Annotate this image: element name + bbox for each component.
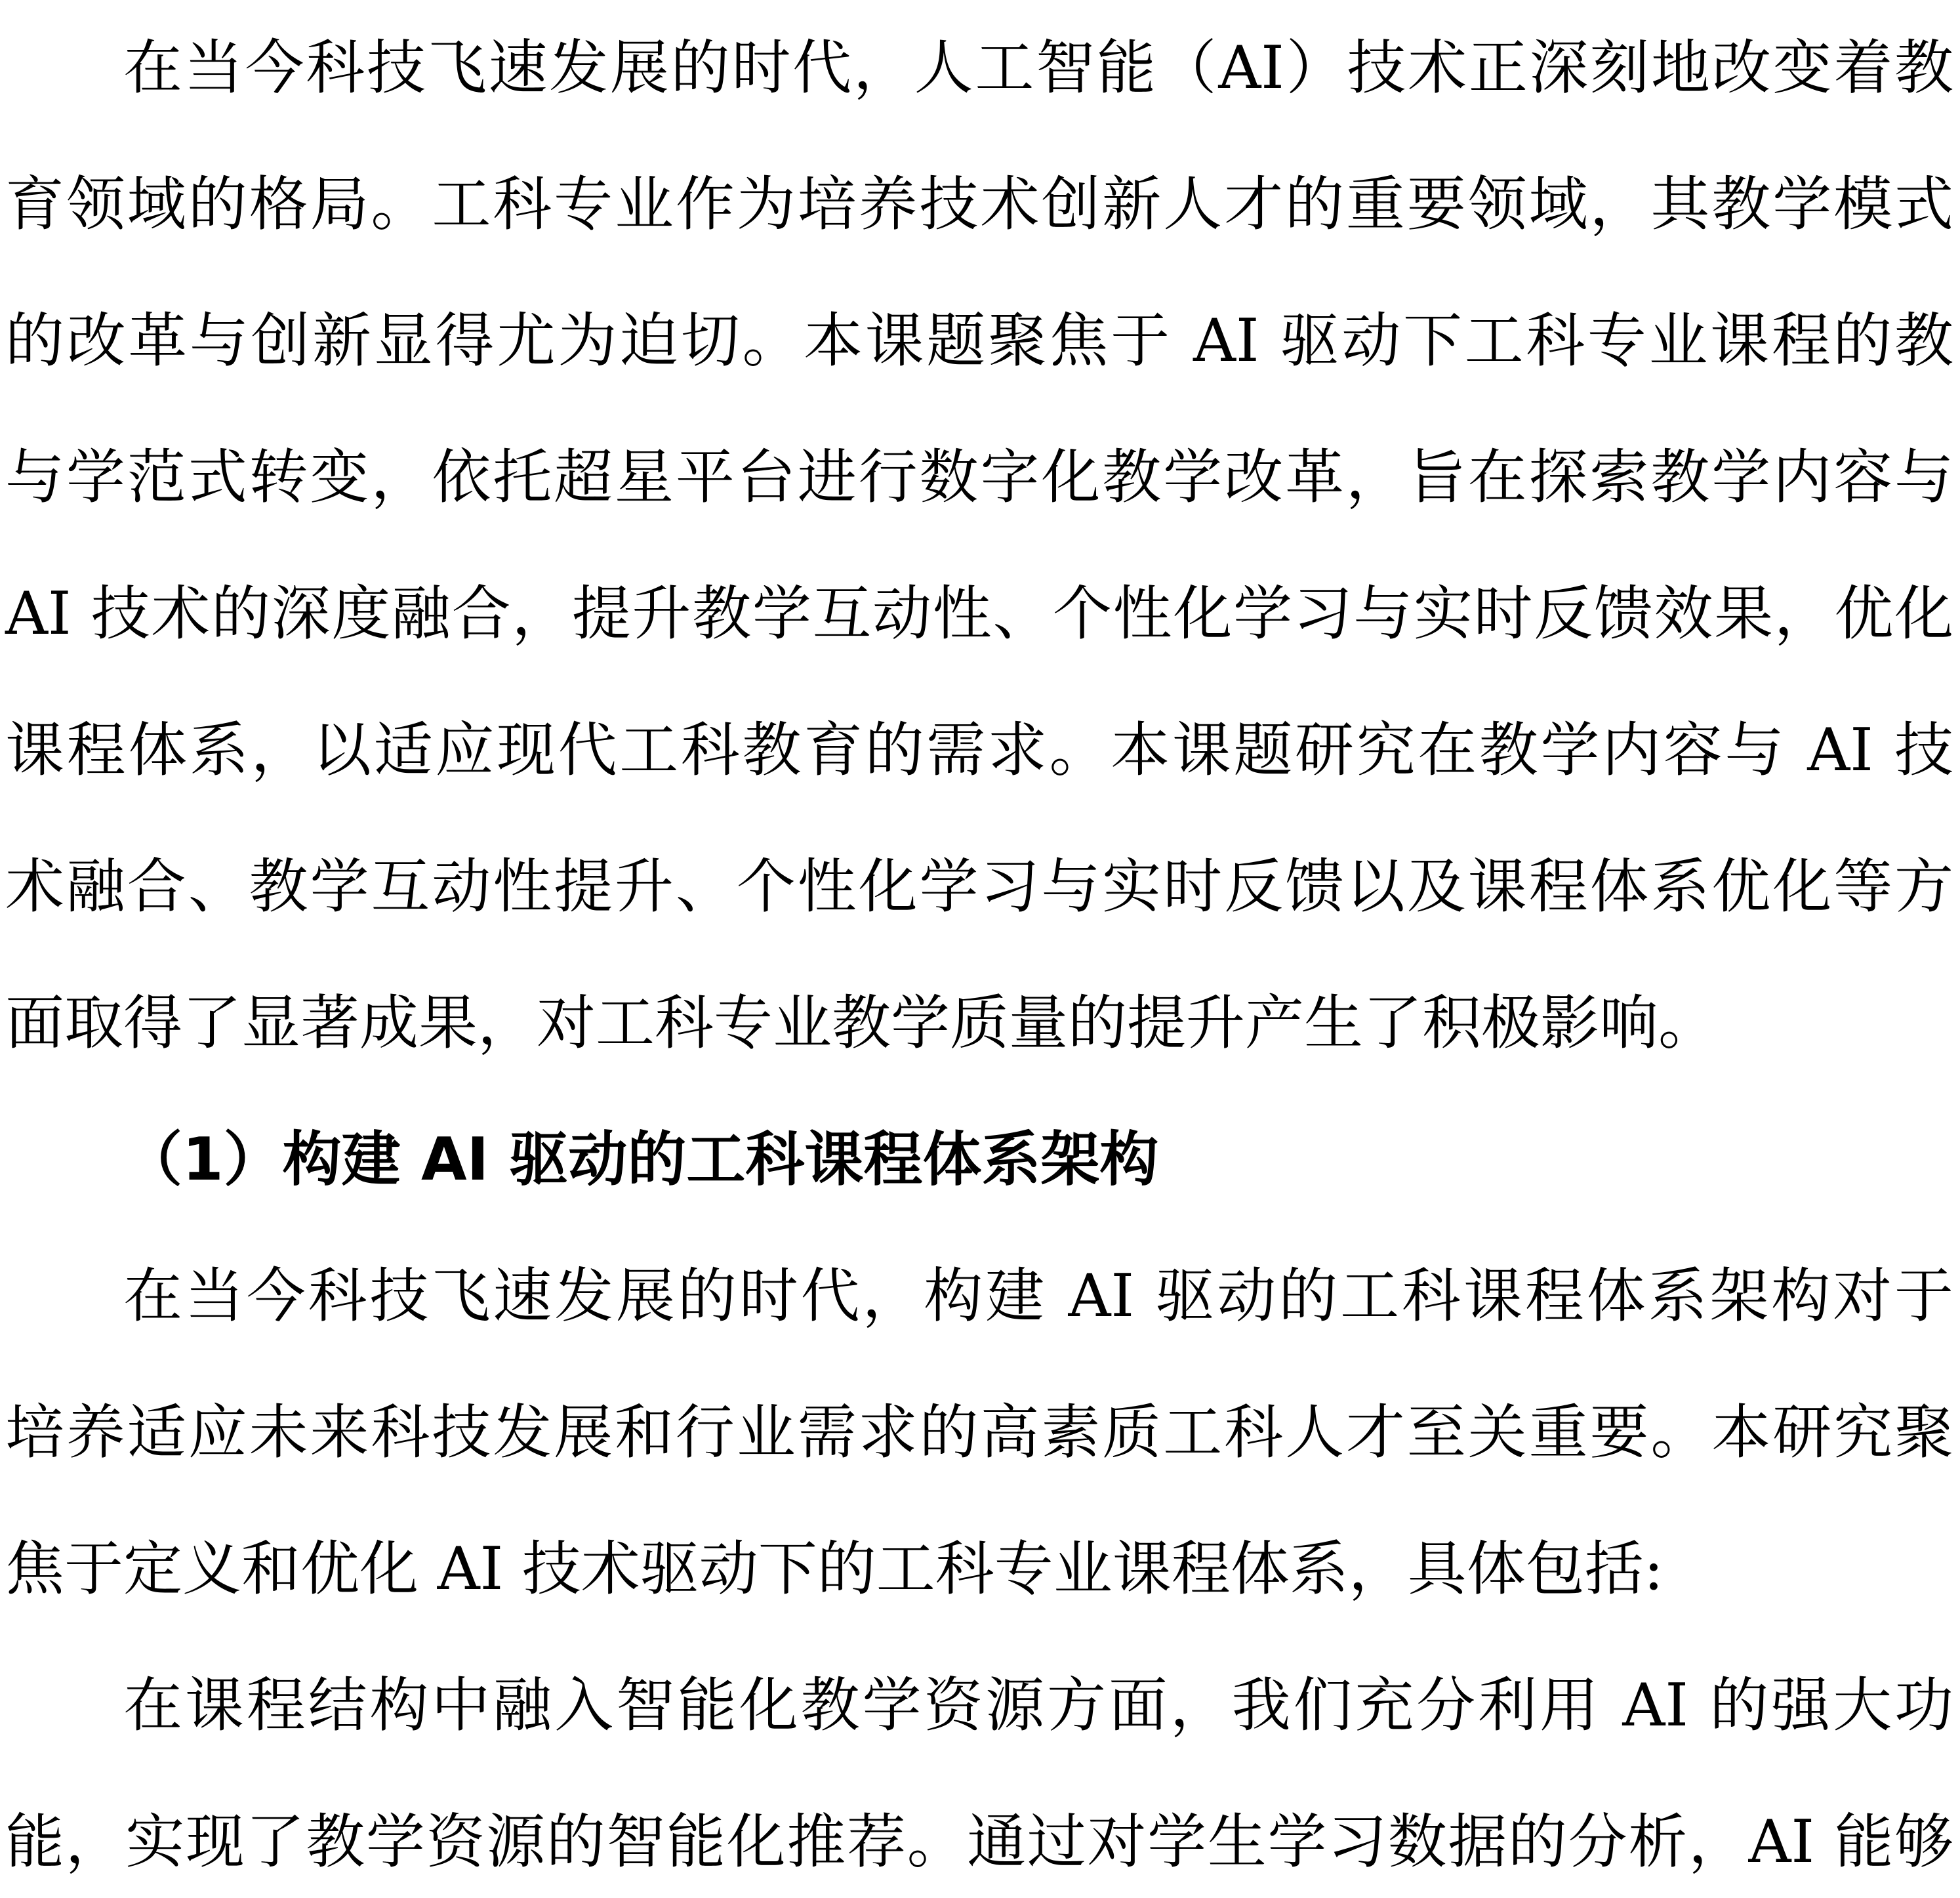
paragraph-1-line-5: AI 技术的深度融合，提升教学互动性、个性化学习与实时反馈效果，优化 xyxy=(5,579,1953,648)
paragraph-1-line-7: 术融合、教学互动性提升、个性化学习与实时反馈以及课程体系优化等方 xyxy=(5,852,1953,921)
paragraph-2-line-1: 在当今科技飞速发展的时代，构建 AI 驱动的工科课程体系架构对于 xyxy=(123,1262,1953,1331)
paragraph-1-line-3: 的改革与创新显得尤为迫切。本课题聚焦于 AI 驱动下工科专业课程的教 xyxy=(5,306,1953,375)
paragraph-2-line-3: 焦于定义和优化 AI 技术驱动下的工科专业课程体系，具体包括: xyxy=(5,1535,1664,1603)
section-heading: （1）构建 AI 驱动的工科课程体系架构 xyxy=(123,1125,1159,1194)
paragraph-1-line-4: 与学范式转变，依托超星平台进行数字化教学改革，旨在探索教学内容与 xyxy=(5,443,1953,512)
paragraph-1-line-2: 育领域的格局。工科专业作为培养技术创新人才的重要领域，其教学模式 xyxy=(5,170,1953,239)
paragraph-1-line-6: 课程体系，以适应现代工科教育的需求。本课题研究在教学内容与 AI 技 xyxy=(5,716,1953,785)
paragraph-3-line-2: 能，实现了教学资源的智能化推荐。通过对学生学习数据的分析，AI 能够 xyxy=(5,1807,1953,1876)
paragraph-2-line-2: 培养适应未来科技发展和行业需求的高素质工科人才至关重要。本研究聚 xyxy=(5,1398,1953,1467)
paragraph-1-line-1: 在当今科技飞速发展的时代，人工智能（AI）技术正深刻地改变着教 xyxy=(123,33,1953,102)
paragraph-1-line-8: 面取得了显著成果，对工科专业教学质量的提升产生了积极影响。 xyxy=(5,989,1717,1058)
paragraph-3-line-1: 在课程结构中融入智能化教学资源方面，我们充分利用 AI 的强大功 xyxy=(123,1671,1953,1740)
